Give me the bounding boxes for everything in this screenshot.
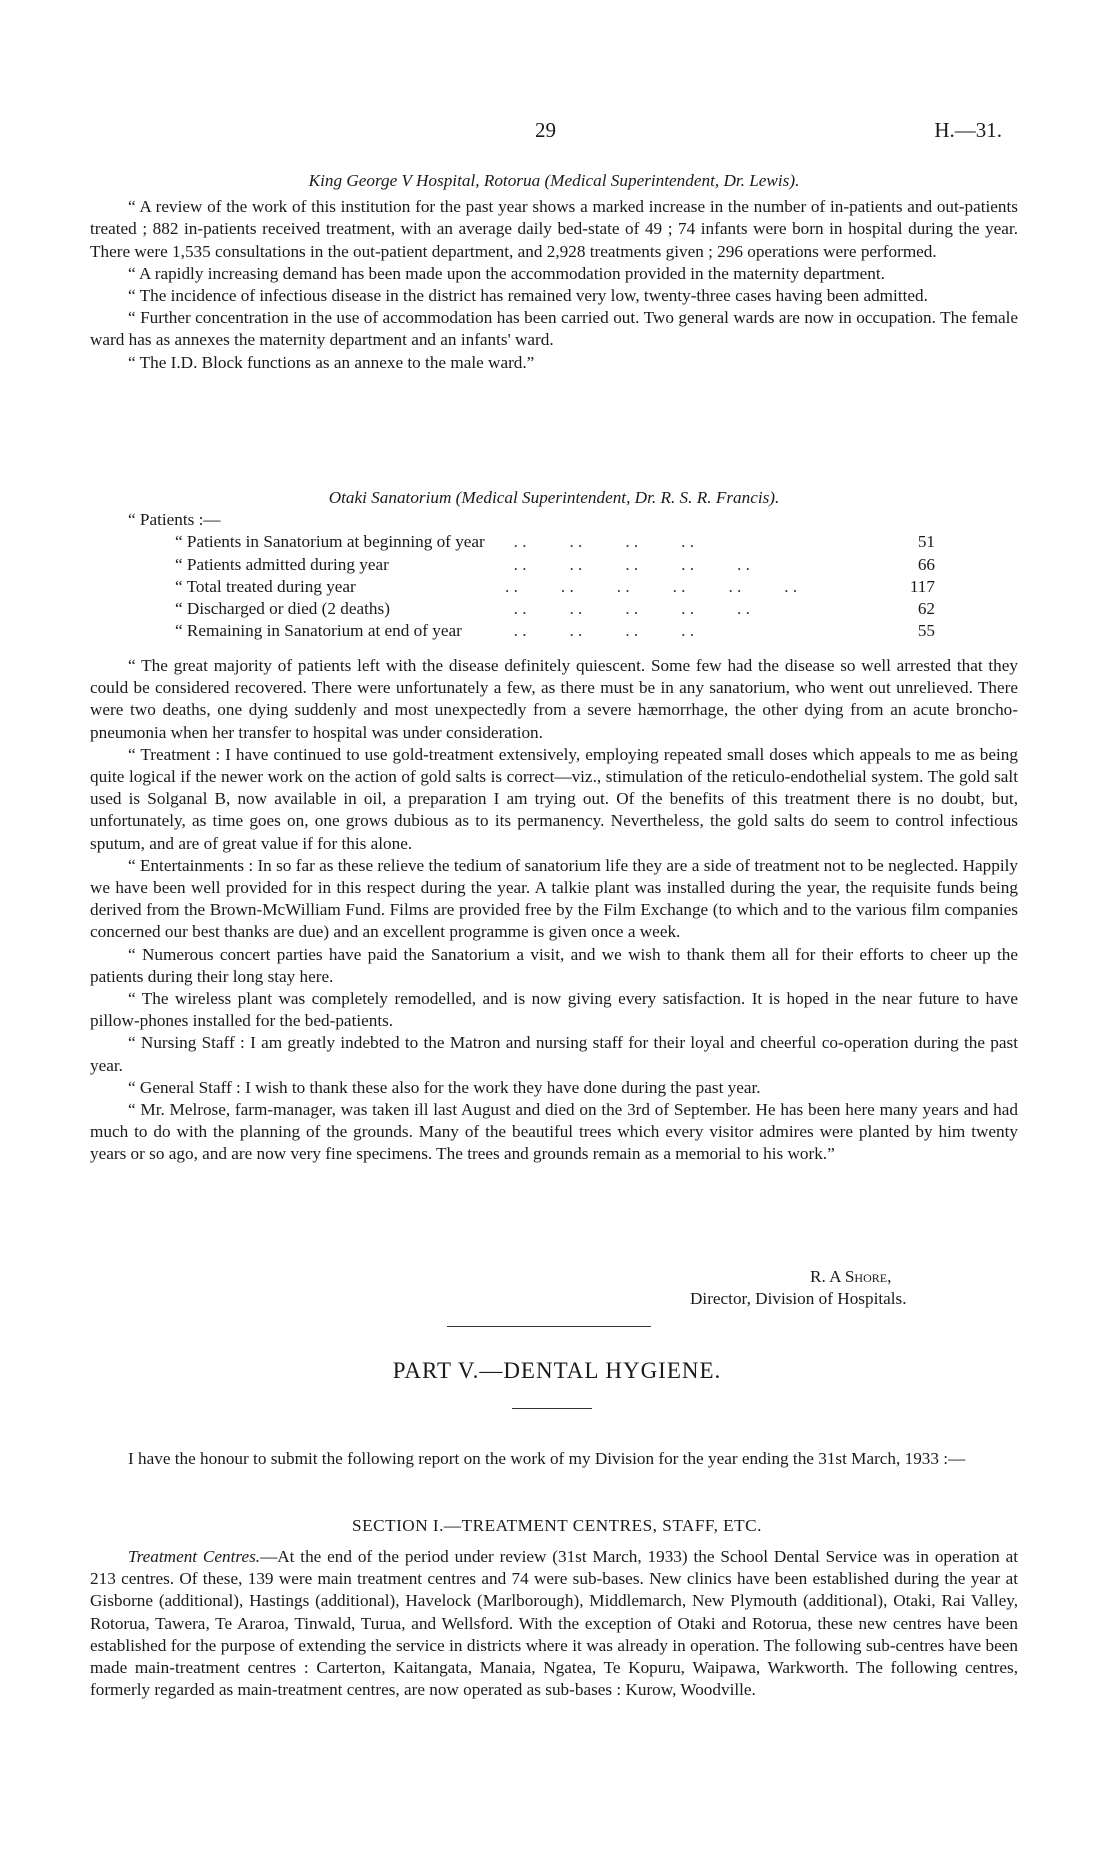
table-row [175, 554, 935, 576]
leader-dots: . . . . . . . . . . [505, 598, 750, 618]
leader-dots: . . . . . . . . . . . . [505, 576, 798, 596]
paragraph [90, 1546, 1018, 1701]
paragraph: “ Treatment : I have continued to use gold-treatment extensively, employing repeated small doses which appeals to me as being quite logical if the newer work on the action of gold salts is correct—viz., stimulation of the reticulo-endothelial system. The gold salt used is Solganal B, now available in oil, a preparation I am trying out. Of the benefits of this treatment there is no doubt, but, unfortunately, as time goes on, one grows dubious as to its permanency. Nevertheless, the gold salts do seem to control infectious sputum, and are of great value if for this alone. [90, 744, 1018, 853]
paragraph: “ A rapidly increasing demand has been made upon the accommodation provided in the maternity department. [128, 263, 885, 283]
section-title: King George V Hospital, Rotorua (Medical Superintendent, Dr. Lewis). [308, 171, 800, 190]
paragraph: “ Numerous concert parties have paid the Sanatorium a visit, and we wish to thank them all for their efforts to cheer up the patients during their long stay here. [90, 944, 1018, 986]
otaki-report-body [90, 655, 1018, 1166]
page-number: 29 [535, 118, 556, 142]
row-value: 55 [917, 621, 935, 641]
king-george-section [90, 170, 1018, 374]
section-title: Otaki Sanatorium (Medical Superintendent, Dr. R. S. R. Francis). [328, 488, 780, 507]
row-value: 66 [917, 554, 935, 574]
section-divider [447, 1326, 651, 1327]
signatory-name: R. A Shore, [810, 1267, 892, 1286]
paragraph-lead: Treatment Centres. [128, 1547, 261, 1566]
title-underline [512, 1408, 592, 1409]
paragraph: “ General Staff : I wish to thank these also for the work they have done during the past year. [128, 1077, 761, 1097]
row-value: 62 [917, 598, 935, 618]
leader-dots: . . . . . . . . [505, 532, 695, 552]
patients-heading: “ Patients :— [128, 510, 221, 530]
paragraph: “ A review of the work of this institution for the past year shows a marked increase in the number of in-patients and out-patients treated ; 882 in-patients received treatment, with an average daily bed-state of 49 ; 74 infants were born in hospital during the year. There were 1,535 consultations in the out-patient department, and 2,928 treatments given ; 296 operations were performed. [90, 197, 1018, 261]
treatment-centres-section [90, 1546, 1018, 1701]
row-value: 51 [917, 532, 935, 552]
page-header [0, 118, 1114, 148]
leader-dots: . . . . . . . . . . [505, 554, 750, 574]
paragraph: “ Mr. Melrose, farm-manager, was taken ill last August and died on the 3rd of September. He has been here many years and had much to do with the planning of the grounds. Many of the beautiful trees which every visitor admires were planted by him twenty years or so ago, and are now very fine specimens. The trees and grounds remain as a memorial to his work.” [90, 1100, 1018, 1164]
paragraph: “ Further concentration in the use of accommodation has been carried out. Two general wards are now in occupation. The female ward has as annexes the maternity department and an infants' ward. [90, 308, 1018, 350]
part-intro [90, 1448, 1018, 1470]
table-row [175, 620, 935, 642]
leader-dots: . . . . . . . . [505, 621, 695, 641]
patients-table [175, 531, 935, 642]
paragraph: “ The incidence of infectious disease in the district has remained very low, twenty-three cases having been admitted. [128, 286, 928, 306]
signatory-title: Director, Division of Hospitals. [690, 1289, 907, 1308]
row-value: 117 [909, 576, 935, 596]
otaki-section-header [90, 487, 1018, 642]
document-reference: H.—31. [934, 118, 1002, 142]
paragraph: “ The I.D. Block functions as an annexe to the male ward.” [128, 352, 535, 372]
row-label: “ Discharged or died (2 deaths) [175, 598, 390, 618]
row-label: “ Patients admitted during year [175, 554, 389, 574]
section-heading: SECTION I.—TREATMENT CENTRES, STAFF, ETC. [352, 1516, 762, 1535]
table-row [175, 531, 935, 553]
paragraph: “ Entertainments : In so far as these relieve the tedium of sanatorium life they are a side of treatment not to be neglected. Happily we have been well provided for in this respect during the year. A talkie plant was installed during the year, the requisite funds being derived from the Brown-McWilliam Fund. Films are provided free by the Film Exchange (to which and to the various film companies concerned our best thanks are due) and an excellent programme is given once a week. [90, 855, 1018, 942]
paragraph: “ The wireless plant was completely remodelled, and is now giving every satisfaction. It is hoped in the near future to have pillow-phones installed for the bed-patients. [90, 989, 1018, 1031]
row-label: “ Remaining in Sanatorium at end of year [175, 621, 462, 641]
row-label: “ Total treated during year [175, 576, 356, 596]
paragraph: I have the honour to submit the following report on the work of my Division for the year ending the 31st March, 1933 :— [128, 1449, 966, 1468]
table-row [175, 576, 935, 598]
paragraph: “ The great majority of patients left with the disease definitely quiescent. Some few had the disease so well arrested that they could be considered recovered. There were unfortunately a few, as there must be in any sanatorium, who went out unrelieved. There were two deaths, one dying suddenly and most unexpectedly from a severe hæmorrhage, the other dying from an acute broncho-pneumonia when her transfer to hospital was under consideration. [90, 656, 1018, 742]
paragraph-text: —At the end of the period under review (31st March, 1933) the School Dental Service was in operation at 213 centres. Of these, 139 were main treatment centres and 74 were sub-bases. New clinics have been established during the year at Gisborne (additional), Hastings (additional), Havelock (Marlborough), Middlemarch, New Plymouth (additional), Otaki, Rai Valley, Rotorua, Tawera, Te Araroa, Tinwald, Turua, and Wellsford. With the exception of Otaki and Rotorua, these new centres have been established for the purpose of extending the service in districts where it was already in operation. The following sub-centres have been made main-treatment centres : Carterton, Kaitangata, Manaia, Ngatea, Te Kopuru, Waipawa, Warkworth. The following centres, formerly regarded as main-treatment centres, are now operated as sub-bases : Kurow, Woodville. [90, 1547, 1018, 1700]
paragraph: “ Nursing Staff : I am greatly indebted to the Matron and nursing staff for their loyal and cheerful co-operation during the past year. [90, 1033, 1018, 1075]
part-title: PART V.—DENTAL HYGIENE. [392, 1358, 722, 1383]
table-row [175, 598, 935, 620]
row-label: “ Patients in Sanatorium at beginning of year [175, 532, 485, 552]
